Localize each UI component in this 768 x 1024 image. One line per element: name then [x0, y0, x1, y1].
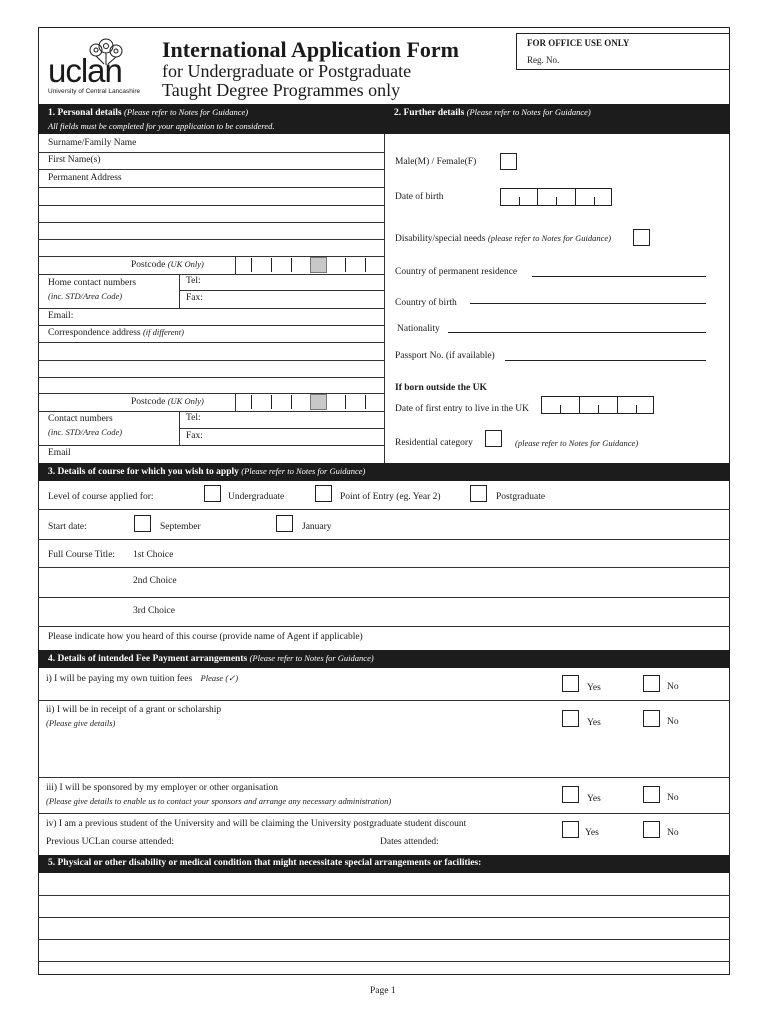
email-2-label[interactable]: Email	[48, 448, 71, 458]
section-1-subnote: All fields must be completed for your application to be considered.	[48, 121, 275, 131]
section-2-title: 2. Further details	[394, 108, 465, 118]
grant-note: (Please give details)	[46, 718, 116, 728]
sponsored-no-label: No	[667, 793, 679, 803]
correspondence-label: Correspondence address (if different)	[48, 327, 184, 338]
undergraduate-checkbox[interactable]	[204, 485, 221, 502]
section-3-header: 3. Details of course for which you wish to apply (Please refer to Notes for Guidance)	[38, 463, 730, 481]
section-4-header: 4. Details of intended Fee Payment arrangements (Please refer to Notes for Guidance)	[38, 650, 730, 668]
page-number: Page 1	[370, 986, 396, 996]
nationality-label: Nationality	[397, 324, 440, 334]
sponsored-label: iii) I will be sponsored by my employer or other organisation	[46, 783, 279, 793]
disability-checkbox[interactable]	[633, 229, 650, 246]
reg-no-label: Reg. No.	[527, 55, 560, 65]
disability-line-1[interactable]	[38, 895, 730, 896]
grant-yes-checkbox[interactable]	[562, 710, 579, 727]
first-name-label: First Name(s)	[48, 155, 101, 165]
section-1-note: (Please refer to Notes for Guidance)	[124, 107, 249, 117]
sponsored-yes-label: Yes	[587, 794, 601, 804]
previous-yes-checkbox[interactable]	[562, 821, 579, 838]
contact-numbers-std: (inc. STD/Area Code)	[48, 427, 123, 437]
disability-line-2[interactable]	[38, 917, 730, 918]
email-label[interactable]: Email:	[48, 311, 74, 321]
grant-yes-label: Yes	[587, 718, 601, 728]
september-checkbox[interactable]	[134, 515, 151, 532]
undergraduate-label: Undergraduate	[228, 492, 285, 502]
start-date-label: Start date:	[48, 522, 87, 532]
home-contact-std: (inc. STD/Area Code)	[48, 291, 123, 301]
surname-label: Surname/Family Name	[48, 138, 137, 148]
form-subtitle-2: Taught Degree Programmes only	[162, 80, 401, 100]
dob-label: Date of birth	[395, 192, 444, 202]
disability-line-4[interactable]	[38, 961, 730, 962]
home-tel-label[interactable]: Tel:	[186, 276, 201, 286]
logo-wordmark: uclan	[48, 52, 122, 89]
own-fees-yes-label: Yes	[587, 683, 601, 693]
grant-no-checkbox[interactable]	[643, 710, 660, 727]
country-residence-label: Country of permanent residence	[395, 267, 518, 277]
residential-note: (please refer to Notes for Guidance)	[515, 438, 639, 448]
first-choice-label[interactable]: 1st Choice	[133, 550, 174, 560]
sponsored-note: (Please give details to enable us to contact your sponsors and arrange any necessary administration)	[46, 796, 392, 806]
dates-attended-label[interactable]: Dates attended:	[380, 837, 439, 847]
residential-checkbox[interactable]	[485, 430, 502, 447]
own-fees-label: i) I will be paying my own tuition fees Please (✓)	[46, 673, 239, 684]
form-title: International Application Form	[162, 37, 460, 62]
dob-field[interactable]	[500, 188, 612, 206]
sponsored-no-checkbox[interactable]	[643, 786, 660, 803]
fax-2-label[interactable]: Fax:	[186, 431, 203, 441]
postcode-2-separator	[310, 394, 327, 410]
postcode-2-label: Postcode (UK Only)	[131, 396, 204, 407]
own-fees-no-checkbox[interactable]	[643, 675, 660, 692]
grant-label: ii) I will be in receipt of a grant or scholarship	[46, 705, 222, 715]
postcode-separator	[310, 257, 327, 273]
disability-line-3[interactable]	[38, 939, 730, 940]
heard-of-course-label[interactable]: Please indicate how you heard of this course (provide name of Agent if applicable)	[48, 632, 363, 642]
point-of-entry-checkbox[interactable]	[315, 485, 332, 502]
own-fees-yes-checkbox[interactable]	[562, 675, 579, 692]
contact-numbers-label: Contact numbers	[48, 414, 113, 424]
passport-field[interactable]	[505, 360, 706, 361]
full-course-title-label: Full Course Title:	[48, 550, 116, 560]
form-subtitle-1: for Undergraduate or Postgraduate	[162, 61, 412, 81]
section-1-2-header	[38, 104, 730, 134]
january-checkbox[interactable]	[276, 515, 293, 532]
home-contact-label: Home contact numbers	[48, 278, 137, 288]
residential-label: Residential category	[395, 438, 473, 448]
passport-label: Passport No. (if available)	[395, 351, 495, 361]
second-choice-label[interactable]: 2nd Choice	[133, 576, 177, 586]
home-fax-label[interactable]: Fax:	[186, 293, 203, 303]
own-fees-no-label: No	[667, 682, 679, 692]
gender-checkbox[interactable]	[500, 153, 517, 170]
january-label: January	[302, 522, 332, 532]
section-2-note: (Please refer to Notes for Guidance)	[466, 107, 591, 117]
office-use-heading: FOR OFFICE USE ONLY	[527, 38, 630, 48]
country-birth-field[interactable]	[470, 303, 706, 304]
logo-subtitle: University of Central Lancashire	[48, 88, 141, 95]
disability-label: Disability/special needs (please refer to Notes for Guidance)	[395, 233, 612, 244]
born-outside-label: If born outside the UK	[395, 383, 487, 393]
point-of-entry-label: Point of Entry (eg. Year 2)	[340, 492, 441, 502]
country-residence-field[interactable]	[532, 276, 706, 277]
first-entry-label: Date of first entry to live in the UK	[395, 404, 530, 414]
postcode-label: Postcode (UK Only)	[131, 259, 204, 270]
first-entry-field[interactable]	[541, 396, 654, 414]
previous-no-label: No	[667, 828, 679, 838]
permanent-address-label: Permanent Address	[48, 173, 122, 183]
previous-student-label: iv) I am a previous student of the University and will be claiming the University postgraduate student discount	[46, 819, 467, 829]
postgraduate-checkbox[interactable]	[470, 485, 487, 502]
nationality-field[interactable]	[448, 332, 706, 333]
section-5-header: 5. Physical or other disability or medical condition that might necessitate special arrangements or facilities:	[38, 855, 730, 873]
previous-yes-label: Yes	[585, 828, 599, 838]
grant-no-label: No	[667, 717, 679, 727]
september-label: September	[160, 522, 201, 532]
gender-label: Male(M) / Female(F)	[395, 157, 477, 167]
previous-no-checkbox[interactable]	[643, 821, 660, 838]
previous-course-label[interactable]: Previous UCLan course attended:	[46, 837, 174, 847]
section-1-title: 1. Personal details	[48, 108, 122, 118]
third-choice-label[interactable]: 3rd Choice	[133, 606, 175, 616]
tel-2-label[interactable]: Tel:	[186, 413, 201, 423]
postgraduate-label: Postgraduate	[496, 492, 546, 502]
country-birth-label: Country of birth	[395, 298, 457, 308]
course-level-label: Level of course applied for:	[48, 492, 154, 502]
sponsored-yes-checkbox[interactable]	[562, 786, 579, 803]
